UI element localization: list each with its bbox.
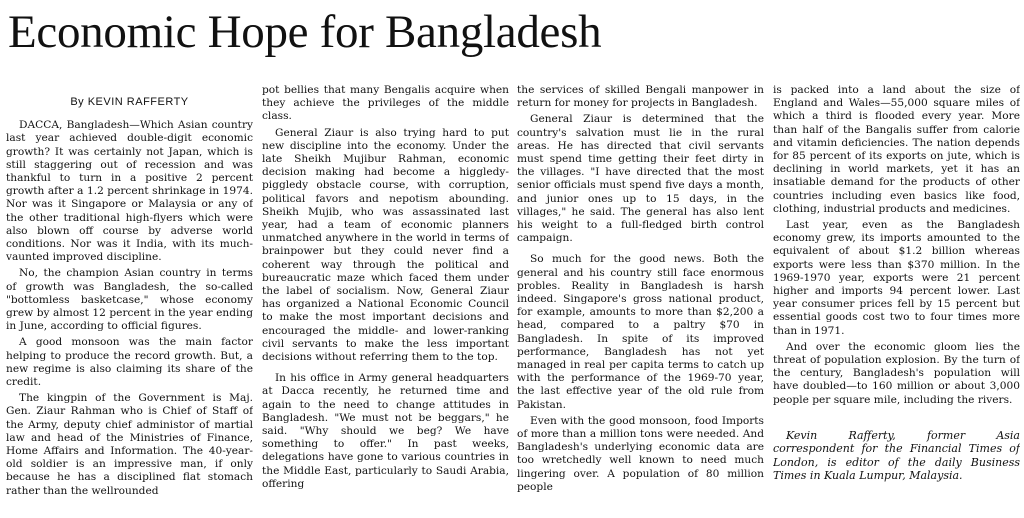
byline: By KEVIN RAFFERTY: [70, 96, 189, 108]
paragraph: the services of skilled Bengali manpower in return for money for projects in Bangladesh.: [517, 84, 764, 110]
article-column-4: [773, 84, 1020, 514]
article-column-2: [262, 84, 509, 514]
paragraph: is packed into a land about the size of England and Wales—55,000 square miles of which a third is flooded every year. More than half of the Bangalis suffer from calorie and vitamin deficiencies. The nation depends for 85 percent of its exports on jute, which is declining in world markets, yet it has an insatiable demand for the products of other countries including even basics like food, clothing, industrial products and medicines.: [773, 84, 1020, 215]
paragraph: A good monsoon was the main factor helping to produce the record growth. But, a new regime is also claiming its share of the credit.: [6, 336, 253, 389]
paragraph: Even with the good monsoon, food Imports of more than a million tons were needed. And Bangladesh's underlying economic data are too wretchedly well known to need much lingering over. A population of 80 million people: [517, 414, 764, 493]
headline: Economic Hope for Bangladesh: [8, 6, 602, 58]
paragraph: pot bellies that many Bengalis acquire when they achieve the privileges of the middle class.: [262, 84, 509, 123]
article-column-3: [517, 84, 764, 514]
paragraph: DACCA, Bangladesh—Which Asian country last year achieved double-digit economic growth? It was certainly not Japan, which is still staggering out of recession and was thankful to turn in a positive 2 percent growth after a 1.2 percent shrinkage in 1974. Nor was it Singapore or Malaysia or any of the other traditional high-flyers which were also blown off course by adverse world conditions. Nor was it India, with its much-vaunted improved discipline.: [6, 119, 253, 264]
paragraph: In his office in Army general headquarters at Dacca recently, he returned time and again to the need to change attitudes in Bangladesh. "We must not be beggars," he said. "Why should we beg? We have something to offer." In past weeks, delegations have gone to various countries in the Middle East, particularly to Saudi Arabia, offering: [262, 372, 509, 490]
paragraph: So much for the good news. Both the general and his country still face enormous probles. Reality in Bangladesh is harsh indeed. Singapore's gross national product, for example, amounts to more than $2,200 a head, compared to a paltry $70 in Bangladesh. In spite of its improved performance, Bangladesh has not yet managed in real per capita terms to catch up with the performance of the 1969-70 year, the last effective year of the old rule from Pakistan.: [517, 253, 764, 411]
author-tagline: Kevin Rafferty, former Asia correspondent for the Financial Times of London, is editor of the daily Business Times in Kuala Lumpur, Malaysia.: [773, 428, 1020, 483]
paragraph: The kingpin of the Government is Maj. Gen. Ziaur Rahman who is Chief of Staff of the Army, deputy chief administor of martial law and head of the Ministries of Finance, Home Affairs and Information. The 40-year-old soldier is an impressive man, if only because he has a disciplined flat stomach rather than the wellrounded: [6, 392, 253, 497]
paragraph: And over the economic gloom lies the threat of population explosion. By the turn of the century, Bangladesh's population will have doubled—to 160 million or about 3,000 people per square mile, including the rivers.: [773, 340, 1020, 406]
article-column-1: [6, 84, 253, 514]
paragraph: General Ziaur is also trying hard to put new discipline into the economy. Under the late Sheikh Mujibur Rahman, economic decision making had become a higgledy-piggledy obstacle course, with corruption, political favors and nepotism abounding. Sheikh Mujib, who was assassinated last year, had a team of economic planners unmatched anywhere in the world in terms of brainpower but they could never find a coherent way through the political and bureaucratic maze which faced them under the label of socialism. Now, General Ziaur has organized a National Economic Council to make the most important decisions and encouraged the middle- and lower-ranking civil servants to make the less important decisions without referring them to the top.: [262, 126, 509, 364]
paragraph: General Ziaur is determined that the country's salvation must lie in the rural areas. He has directed that civil servants must spend time getting their feet dirty in the villages. "I have directed that the most senior officials must spend five days a month, and junior ones up to 15 days, in the villages," he said. The general has also lent his weight to a full-fledged birth control campaign.: [517, 113, 764, 245]
paragraph: No, the champion Asian country in terms of growth was Bangladesh, the so-called "bottomless basketcase," whose economy grew by almost 12 percent in the year ending in June, according to official figures.: [6, 267, 253, 333]
paragraph: Last year, even as the Bangladesh economy grew, its imports amounted to the equivalent of about $1.2 billion whereas exports were less than $370 million. In the 1969-1970 year, exports were 21 percent higher and imports 94 percent lower. Last year consumer prices fell by 15 percent but essential goods cost two to four times more than in 1971.: [773, 219, 1020, 337]
